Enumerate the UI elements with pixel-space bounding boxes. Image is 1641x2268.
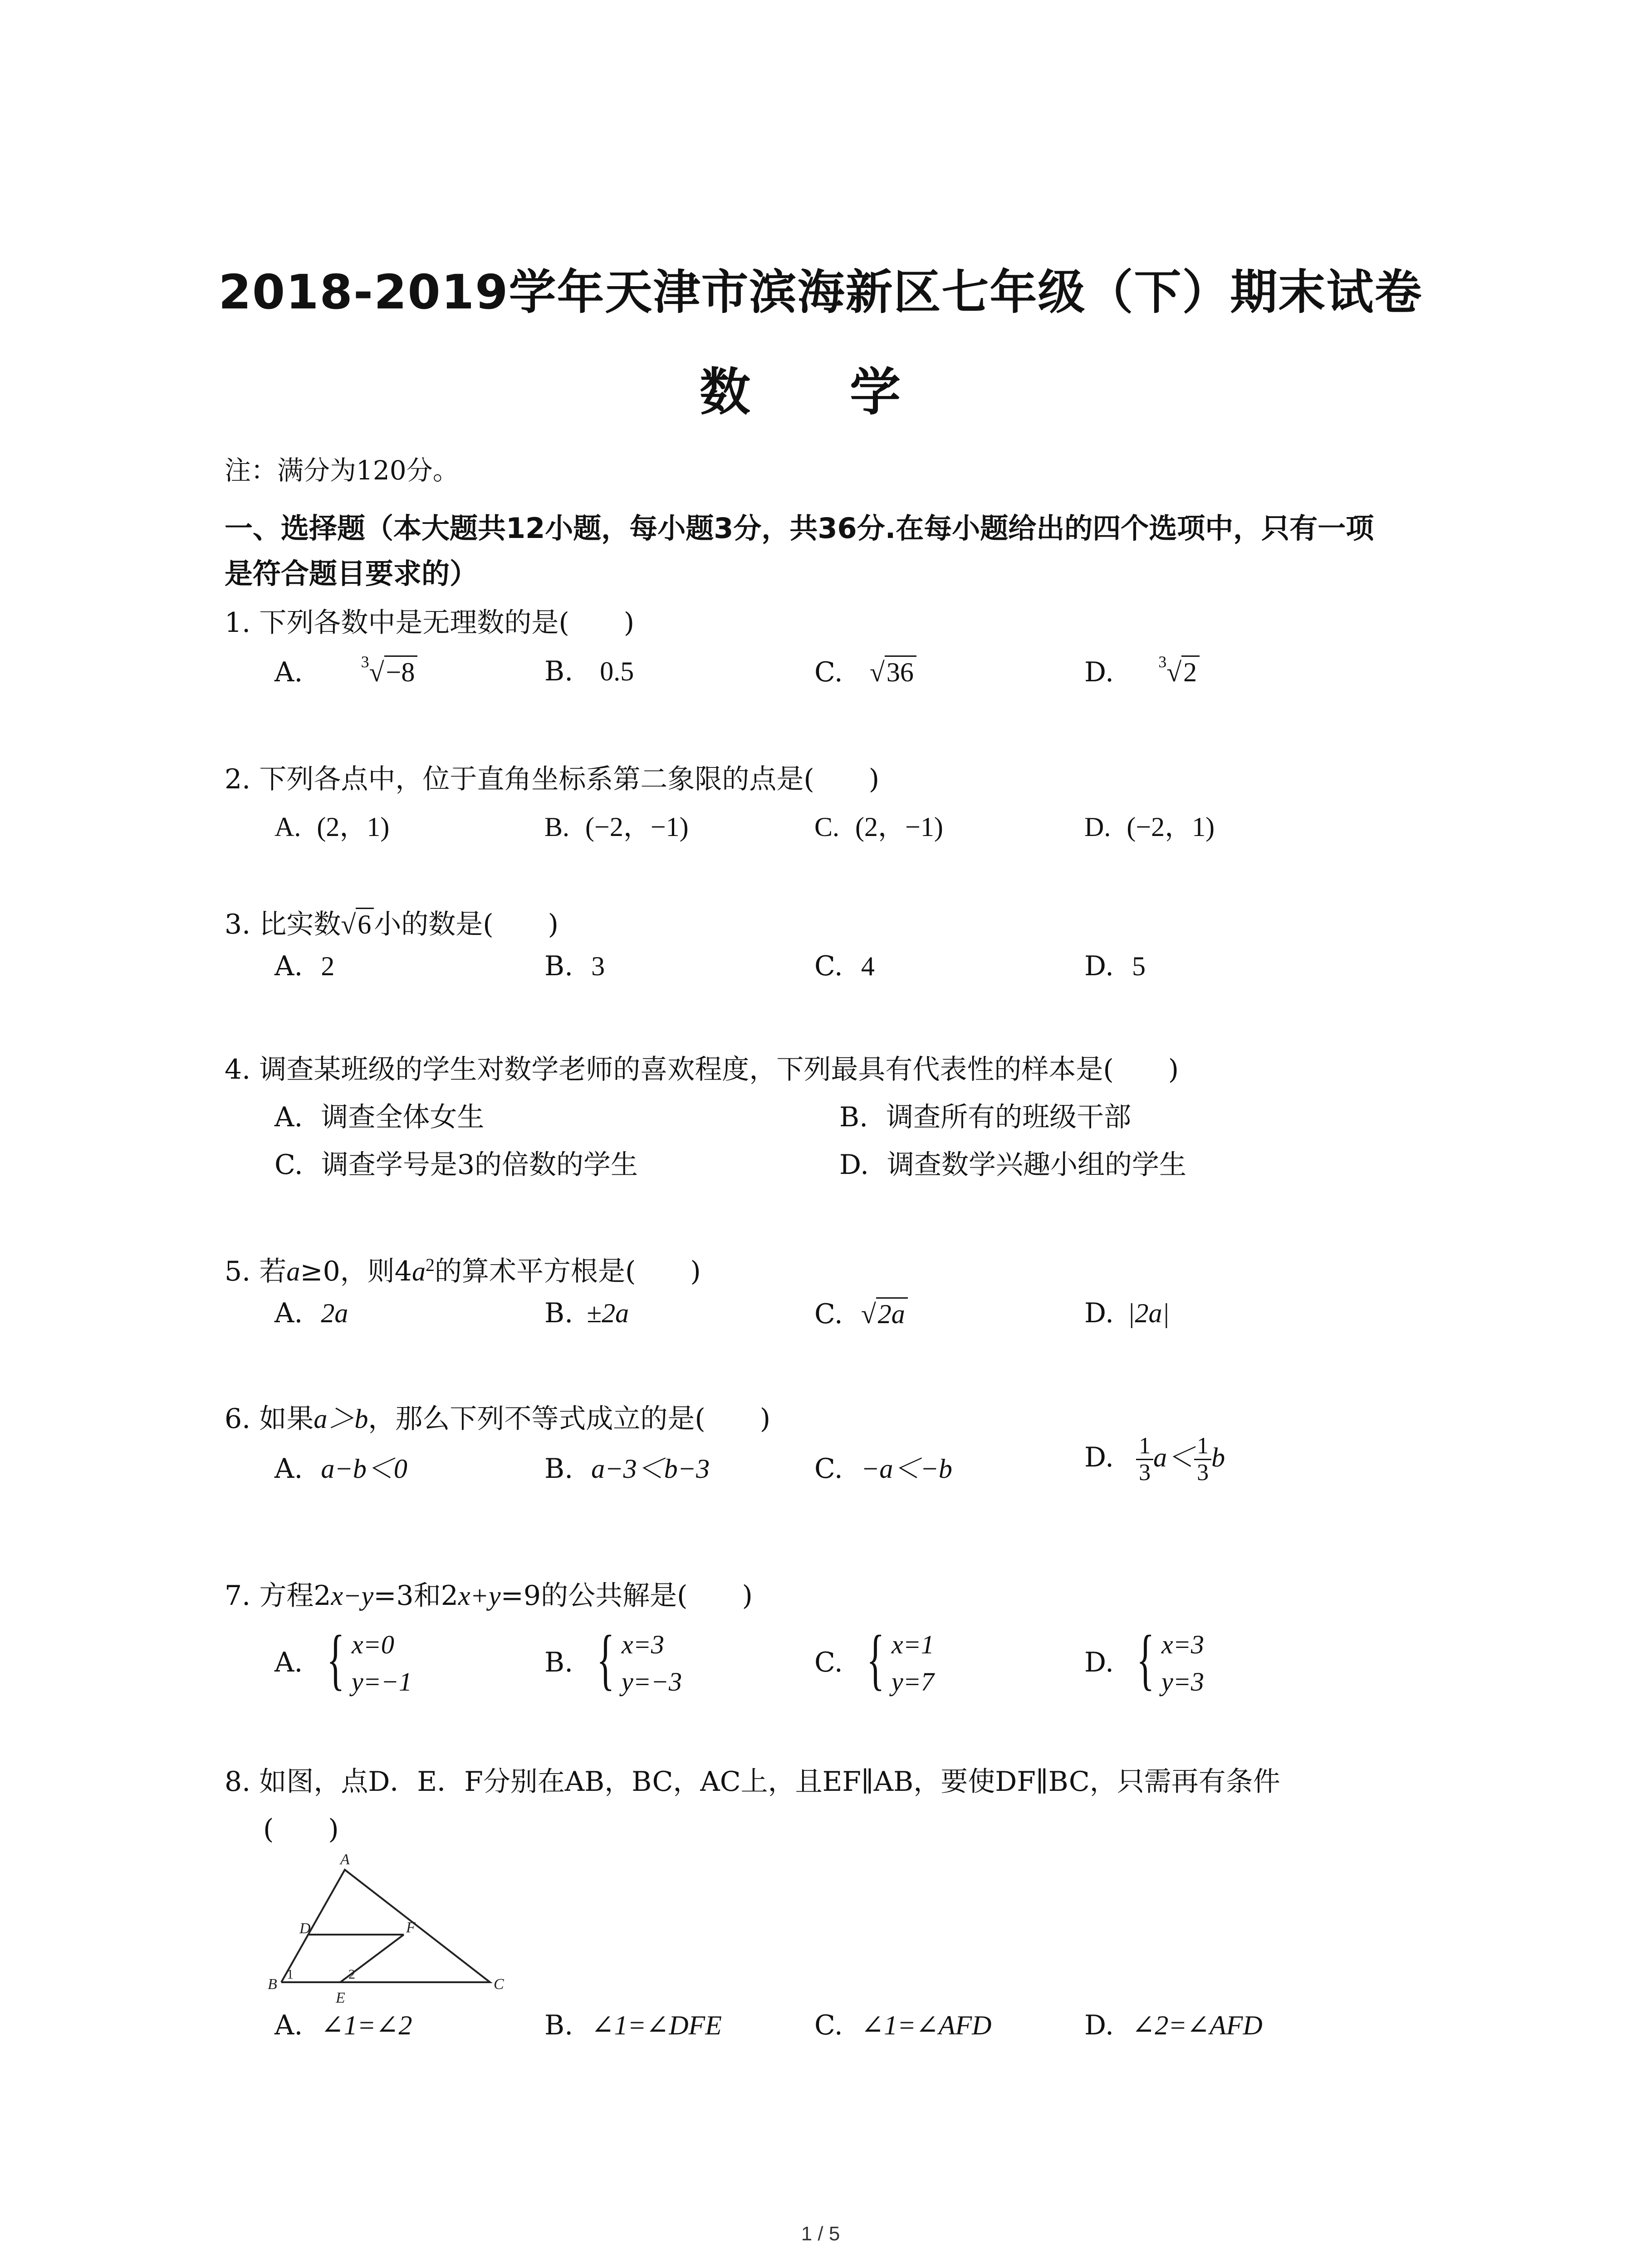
question-5-option-c: [814, 1297, 908, 1330]
question-3-option-b: [544, 950, 605, 982]
option-text: ±2a: [587, 1298, 629, 1328]
radicand: 2: [1181, 655, 1200, 688]
radicand: −8: [384, 655, 418, 688]
question-3-option-d: [1084, 950, 1146, 982]
option-label: B.: [544, 1453, 573, 1485]
system-brace: {: [597, 1622, 615, 1697]
label-e: E: [336, 1989, 345, 2005]
stem-text: 的算术平方根是( ): [434, 1256, 701, 1287]
question-5-stem: [225, 1250, 701, 1289]
option-label: B.: [544, 2009, 573, 2041]
equation-row: y=3: [1161, 1667, 1204, 1696]
option-text: ∠2=∠AFD: [1132, 2010, 1263, 2040]
system-brace: {: [867, 1622, 885, 1697]
option-label: A.: [274, 2009, 303, 2041]
question-8-option-d: [1084, 2009, 1263, 2041]
question-3-option-c: [814, 950, 875, 982]
question-4-option-a: [274, 1095, 484, 1134]
option-text: 3: [591, 951, 605, 981]
radicand: 6: [356, 908, 374, 940]
system-brace: {: [1136, 1622, 1155, 1697]
cube-root: √2: [1166, 655, 1200, 688]
option-label: A.: [274, 1297, 303, 1329]
option-text: 4: [861, 951, 875, 981]
question-4-option-c: [274, 1143, 638, 1182]
equation-row: x=1: [892, 1630, 934, 1659]
question-6-option-a: [274, 1447, 407, 1486]
stem-text: ，那么下列不等式成立的是( ): [368, 1403, 771, 1435]
option-text: 调查全体女生: [321, 1101, 485, 1133]
question-4-option-b: [839, 1095, 1131, 1134]
fraction: [1194, 1433, 1211, 1486]
question-1-option-c: [814, 655, 916, 688]
option-text: 调查所有的班级干部: [886, 1101, 1132, 1133]
option-label: A.: [274, 1101, 303, 1133]
radicand: 2a: [876, 1297, 908, 1330]
stem-text: 小的数是( ): [374, 909, 559, 940]
option-text: a−b＜0: [321, 1454, 407, 1484]
option-label: A.: [274, 812, 301, 842]
question-2-option-b: [544, 805, 689, 844]
option-label: D.: [1084, 2009, 1114, 2041]
exam-subject: 数 学: [700, 363, 941, 422]
question-2-option-a: [274, 805, 389, 844]
question-4-stem: 4. 调查某班级的学生对数学老师的喜欢程度，下列最具有代表性的样本是( ): [225, 1054, 1179, 1085]
square-root: √2a: [861, 1297, 908, 1330]
question-7-option-b-system: [622, 1626, 682, 1701]
option-label: C.: [814, 950, 843, 982]
option-text: ∠1=∠AFD: [861, 2010, 992, 2040]
option-label: D.: [1084, 950, 1114, 982]
question-1-option-a: [274, 655, 417, 688]
option-text: (−2，−1): [585, 812, 689, 842]
math-var: b: [1211, 1442, 1225, 1473]
question-6-option-d: [1084, 1433, 1225, 1486]
option-text: 5: [1132, 951, 1146, 981]
option-text: ∠1=∠2: [321, 2010, 412, 2040]
option-label: C.: [814, 656, 843, 688]
question-8-stem-line2: ( ): [263, 1813, 339, 1845]
option-label: B.: [544, 950, 573, 982]
question-2-option-c: [814, 805, 943, 844]
question-7-option-a-label: A.: [274, 1647, 303, 1678]
option-text: 调查学号是3的倍数的学生: [321, 1149, 638, 1181]
triangle-figure: [254, 1851, 508, 2005]
square-root: √6: [341, 908, 374, 940]
label-a: A: [340, 1851, 350, 1868]
stem-text: =3和2: [373, 1580, 458, 1612]
option-label: A.: [274, 950, 303, 982]
numerator: 1: [1136, 1433, 1153, 1460]
question-7-option-d-label: D.: [1084, 1647, 1114, 1678]
label-b: B: [268, 1976, 277, 1993]
angle-2-label: 2: [348, 1967, 355, 1982]
section-heading-line2: 是符合题目要求的）: [225, 557, 478, 590]
radical-index: 3: [361, 653, 369, 671]
label-f: F: [406, 1919, 416, 1936]
equation-row: y=−1: [352, 1667, 412, 1696]
question-3-option-a: [274, 950, 334, 982]
option-label: C.: [814, 812, 840, 842]
option-label: C.: [274, 1149, 303, 1181]
option-label: B.: [544, 812, 570, 842]
option-text: (2，−1): [855, 812, 943, 842]
option-text: 0.5: [600, 656, 634, 686]
question-1-option-d: [1084, 655, 1200, 688]
label-d: D: [299, 1920, 311, 1937]
option-label: D.: [1084, 656, 1114, 688]
question-6-stem: [225, 1397, 770, 1436]
numerator: 1: [1194, 1433, 1211, 1460]
stem-text: 3. 比实数: [225, 909, 341, 940]
page-number: 1 / 5: [801, 2223, 840, 2245]
question-3-stem: [225, 903, 558, 942]
math-var: a: [286, 1256, 300, 1286]
question-7-option-a-system: [352, 1626, 412, 1701]
question-6-option-b: [544, 1447, 710, 1486]
option-label: D.: [1084, 812, 1111, 842]
radical-index: 3: [1158, 653, 1167, 671]
option-label: D.: [839, 1149, 869, 1181]
math-expr: x−y: [331, 1581, 374, 1611]
question-8-option-a: [274, 2009, 412, 2041]
question-8-stem-line1: 8. 如图，点D．E．F分别在AB，BC，AC上，且EF∥AB，要使DF∥BC，只需再有条件: [225, 1766, 1280, 1798]
denominator: 3: [1197, 1460, 1209, 1486]
radicand: 36: [885, 655, 916, 688]
option-text: 2: [321, 951, 335, 981]
question-8-option-b: [544, 2009, 722, 2041]
stem-text: 6. 如果: [225, 1403, 314, 1435]
option-text: a−3＜b−3: [591, 1454, 710, 1484]
question-5-option-b: [544, 1297, 629, 1329]
option-label: C.: [814, 2009, 843, 2041]
question-2-stem: 2. 下列各点中，位于直角坐标系第二象限的点是( ): [225, 763, 880, 795]
math-var: a: [411, 1256, 426, 1286]
score-note: 注：满分为120分。: [225, 455, 459, 486]
math-expr: a＜: [1153, 1442, 1195, 1473]
option-label: A.: [274, 656, 303, 688]
exponent: 2: [425, 1255, 435, 1275]
exam-title: 2018-2019学年天津市滨海新区七年级（下）期末试卷: [218, 264, 1423, 320]
option-text: (−2，1): [1127, 812, 1215, 842]
stem-text: 7. 方程2: [225, 1580, 331, 1612]
question-6-option-c: [814, 1447, 952, 1486]
equation-row: x=3: [1161, 1630, 1204, 1659]
question-5-option-a: [274, 1297, 348, 1329]
question-7-option-c-system: [892, 1626, 934, 1701]
question-5-option-d: [1084, 1297, 1170, 1329]
option-label: B.: [544, 655, 573, 687]
square-root: √36: [870, 655, 916, 688]
question-1-option-b: [544, 655, 634, 687]
question-8-option-c: [814, 2009, 992, 2041]
stem-text: 5. 若: [225, 1256, 287, 1287]
equation-row: x=3: [622, 1630, 664, 1659]
question-1-stem: 1. 下列各数中是无理数的是( ): [225, 607, 635, 639]
stem-text: ≥0，则4: [300, 1256, 412, 1287]
math-expr: a＞b: [314, 1404, 368, 1434]
option-label: B.: [544, 1297, 573, 1329]
option-text: −a＜−b: [861, 1454, 952, 1484]
equation-row: y=7: [892, 1667, 934, 1696]
question-7-option-c-label: C.: [814, 1647, 843, 1678]
triangle-abc: [281, 1870, 490, 1982]
question-7-option-d-system: [1161, 1626, 1204, 1701]
math-expr: x+y: [458, 1581, 501, 1611]
option-label: C.: [814, 1298, 843, 1330]
angle-1-label: 1: [287, 1967, 294, 1982]
option-text: 2a: [321, 1298, 348, 1328]
section-heading-line1: 一、选择题（本大题共12小题，每小题3分，共36分.在每小题给出的四个选项中，只有一项: [225, 512, 1374, 545]
question-2-option-d: [1084, 805, 1215, 844]
cube-root: √−8: [369, 655, 418, 688]
stem-text: =9的公共解是( ): [500, 1580, 753, 1612]
equation-row: y=−3: [622, 1667, 682, 1696]
denominator: 3: [1139, 1460, 1151, 1486]
question-4-option-d: [839, 1143, 1186, 1182]
question-7-option-b-label: B.: [544, 1647, 573, 1678]
fraction: [1136, 1433, 1153, 1486]
option-text: ∠1=∠DFE: [591, 2010, 722, 2040]
option-label: D.: [1084, 1297, 1114, 1329]
question-7-stem: [225, 1574, 753, 1613]
option-text: 调查数学兴趣小组的学生: [887, 1149, 1187, 1181]
system-brace: {: [327, 1622, 345, 1697]
label-c: C: [494, 1976, 504, 1993]
equation-row: x=0: [352, 1630, 394, 1659]
option-text: |2a|: [1127, 1298, 1170, 1328]
option-label: C.: [814, 1453, 843, 1485]
option-label: A.: [274, 1453, 303, 1485]
option-label: D.: [1084, 1442, 1114, 1474]
option-text: (2，1): [317, 812, 390, 842]
option-label: B.: [839, 1101, 868, 1133]
